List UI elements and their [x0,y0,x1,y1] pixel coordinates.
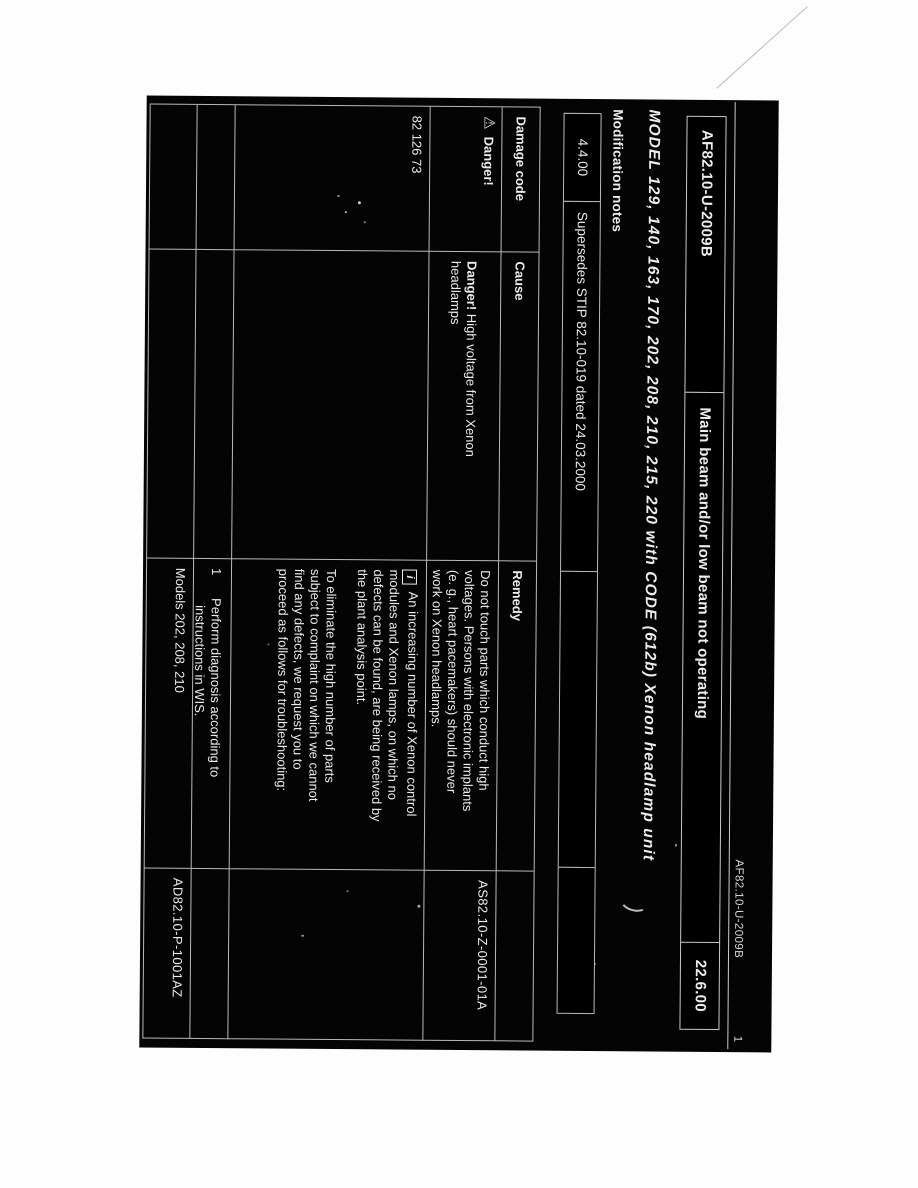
models-damage-code-cell [149,105,197,250]
modification-empty-cell [558,571,598,868]
step-number: 1 [208,568,225,576]
page-number: 1 [731,1035,744,1043]
step-damage-code-cell [196,105,235,250]
step-1 [191,568,226,859]
complaint-remedy-para1-text: An increasing number of Xenon control modules and Xenon lamps, on which no defects can be found, are being received by the plant analysis point. [353,569,421,822]
column-header-cause: Cause [498,252,538,561]
danger-remedy-cell: Do not touch parts which conduct high voltages. Persons with electronic implants (e. g., heart pacemakers) should never work on Xenon headlamps. [424,561,498,872]
scan-noise [594,963,596,965]
models-cell: Models 202, 208, 210 [144,559,193,869]
scan-noise [267,643,269,645]
step-cause-cell [193,250,233,559]
step-reference-cell [189,869,228,1039]
complaint-remedy-para2: To eliminate the high number of parts subject to complaint on which we cannot find any defects, we request you to proceed as follows for troubleshooting: [274,568,340,802]
service-bulletin-document [139,96,778,1053]
warning-triangle-icon: ⚠ [480,116,498,130]
scan-noise [358,201,361,204]
complaint-reference-cell [227,869,423,1041]
column-header-remedy: Remedy [496,561,536,871]
modification-notes-row [557,113,602,1014]
modification-note: Supersedes STIP 82.10-019 dated 24.03.2000 [560,201,601,572]
title-bar [679,116,726,1030]
scan-noise [346,890,348,892]
scan-noise [337,195,340,197]
scan-noise [675,844,677,847]
damage-code-table [142,104,540,1042]
danger-label: Danger! [481,136,497,186]
danger-cause-bold: Danger! [464,261,480,311]
danger-cause-text: High voltage from Xenon headlamps [447,260,480,457]
scan-noise [417,905,420,908]
step-remedy-cell [191,559,231,869]
danger-damage-code-cell [429,107,502,253]
model-applicability-line: MODEL 129, 140, 163, 170, 202, 208, 210, 215, 220 with CODE (612b) Xenon headlamp unit [639,109,663,862]
models-reference-cell: AD82.10-P-1001AZ [142,869,190,1039]
danger-reference-cell: AS82.10-Z-0001-01A [422,871,495,1042]
step-text: Perform diagnosis according to instructions in WIS. [191,597,224,778]
scan-scratch-mark [619,890,651,914]
modification-date: 4.4.00 [563,113,602,202]
models-cause-cell [146,250,195,559]
column-header-damage-code: Damage code [501,107,540,252]
document-date: 22.6.00 [679,942,720,1030]
column-header-reference [494,871,533,1041]
document-title: Main beam and/or low beam not operating [680,391,724,943]
scan-noise [364,221,366,223]
complaint-cause-cell [231,250,428,561]
danger-cause-cell [426,252,500,562]
complaint-remedy-para1 [352,569,421,861]
complaint-damage-code-cell: 82 126 73 [234,105,430,252]
scan-noise [301,935,304,937]
modification-empty-cell [557,867,596,1014]
complaint-remedy-cell [229,559,426,871]
scan-noise [345,211,347,213]
modification-notes-heading: Modification notes [609,109,626,233]
scan-scratch-line [716,6,807,88]
document-code: AF82.10-U-2009B [684,116,726,393]
running-head-document-code: AF82.10-U-2009B [731,859,745,959]
info-icon: i [402,570,417,585]
